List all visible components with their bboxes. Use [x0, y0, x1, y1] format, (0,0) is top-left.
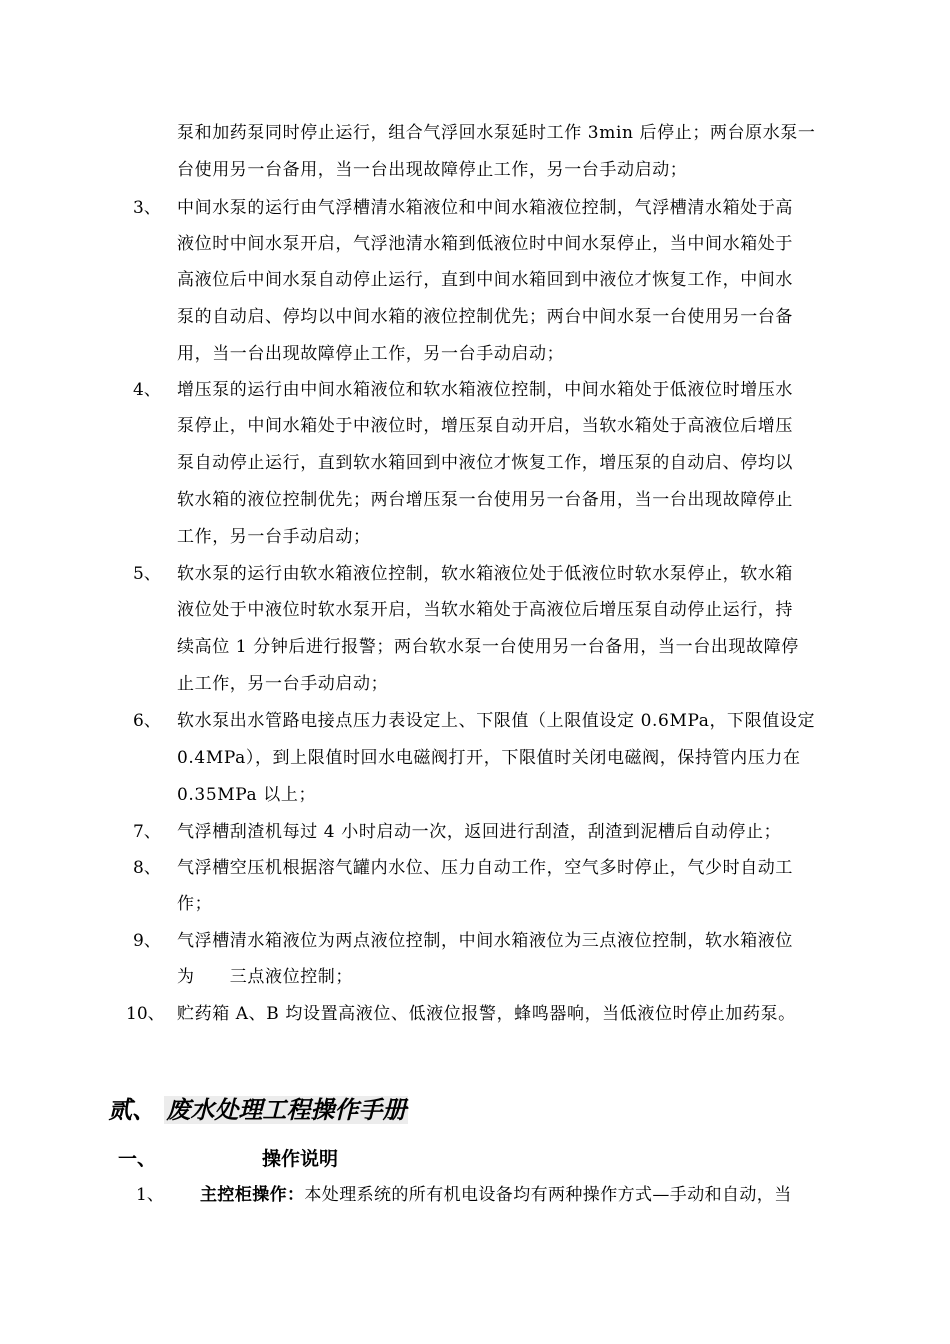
paragraph-line: 泵停止，中间水箱处于中液位时，增压泵自动开启，当软水箱处于高液位后增压: [177, 416, 793, 436]
paragraph-line: 续高位 1 分钟后进行报警；两台软水泵一台使用另一台备用，当一台出现故障停: [177, 637, 799, 657]
paragraph-line: 泵的自动启、停均以中间水箱的液位控制优先；两台中间水泵一台使用另一台备: [177, 307, 793, 327]
paragraph-line: 0.4MPa），到上限值时回水电磁阀打开，下限值时关闭电磁阀，保持管内压力在: [177, 748, 801, 768]
list-number: 8、: [133, 858, 161, 878]
paragraph-text: 本处理系统的所有机电设备均有两种操作方式—手动和自动，当: [304, 1185, 792, 1205]
paragraph-line: 为 三点液位控制；: [177, 967, 353, 987]
paragraph-line: 作；: [177, 894, 213, 914]
paragraph-line: 工作，另一台手动启动；: [177, 527, 371, 547]
bold-label: 主控柜操作：: [200, 1185, 305, 1205]
paragraph-line: 软水箱的液位控制优先；两台增压泵一台使用另一台备用，当一台出现故障停止: [177, 490, 793, 510]
paragraph-line: 气浮槽刮渣机每过 4 小时启动一次，返回进行刮渣，刮渣到泥槽后自动停止；: [177, 822, 782, 842]
paragraph-line: 软水泵的运行由软水箱液位控制，软水箱液位处于低液位时软水泵停止，软水箱: [177, 564, 793, 584]
paragraph-line: 高液位后中间水泵自动停止运行，直到中间水箱回到中液位才恢复工作，中间水: [177, 270, 793, 290]
paragraph-line: 0.35MPa 以上；: [177, 785, 317, 805]
list-number: 5、: [133, 564, 161, 584]
list-number: 1、: [136, 1185, 164, 1205]
paragraph-line: 气浮槽空压机根据溶气罐内水位、压力自动工作，空气多时停止，气少时自动工: [177, 858, 793, 878]
paragraph-line: 贮药箱 A、B 均设置高液位、低液位报警，蜂鸣器响，当低液位时停止加药泵。: [177, 1004, 796, 1024]
paragraph-line: 台使用另一台备用，当一台出现故障停止工作，另一台手动启动；: [177, 160, 688, 180]
paragraph-line: [200, 1180, 792, 1210]
paragraph-line: 液位时中间水泵开启，气浮池清水箱到低液位时中间水泵停止，当中间水箱处于: [177, 234, 793, 254]
paragraph-line: 泵自动停止运行，直到软水箱回到中液位才恢复工作，增压泵的自动启、停均以: [177, 453, 793, 473]
section-heading-number: 贰、: [108, 1096, 156, 1124]
paragraph-line: 用，当一台出现故障停止工作，另一台手动启动；: [177, 344, 565, 364]
section-heading-title: 废水处理工程操作手册: [166, 1096, 407, 1124]
list-number: 10、: [126, 1004, 165, 1024]
subsection-heading-title: 操作说明: [262, 1148, 339, 1170]
list-number: 9、: [133, 931, 161, 951]
list-number: 6、: [133, 711, 161, 731]
paragraph-line: 增压泵的运行由中间水箱液位和软水箱液位控制，中间水箱处于低液位时增压水: [177, 380, 793, 400]
list-number: 3、: [133, 198, 161, 218]
paragraph-line: 止工作，另一台手动启动；: [177, 674, 389, 694]
paragraph-line: 泵和加药泵同时停止运行，组合气浮回水泵延时工作 3min 后停止；两台原水泵一: [177, 123, 816, 143]
paragraph-line: 液位处于中液位时软水泵开启，当软水箱处于高液位后增压泵自动停止运行，持: [177, 600, 793, 620]
paragraph-line: 软水泵出水管路电接点压力表设定上、下限值（上限值设定 0.6MPa，下限值设定: [177, 711, 816, 731]
section-heading: [108, 1090, 408, 1125]
list-number: 4、: [133, 380, 161, 400]
list-number: 7、: [133, 822, 161, 842]
paragraph-line: 中间水泵的运行由气浮槽清水箱液位和中间水箱液位控制，气浮槽清水箱处于高: [177, 198, 793, 218]
paragraph-line: 气浮槽清水箱液位为两点液位控制，中间水箱液位为三点液位控制，软水箱液位: [177, 931, 793, 951]
subsection-heading-number: 一、: [118, 1148, 157, 1170]
